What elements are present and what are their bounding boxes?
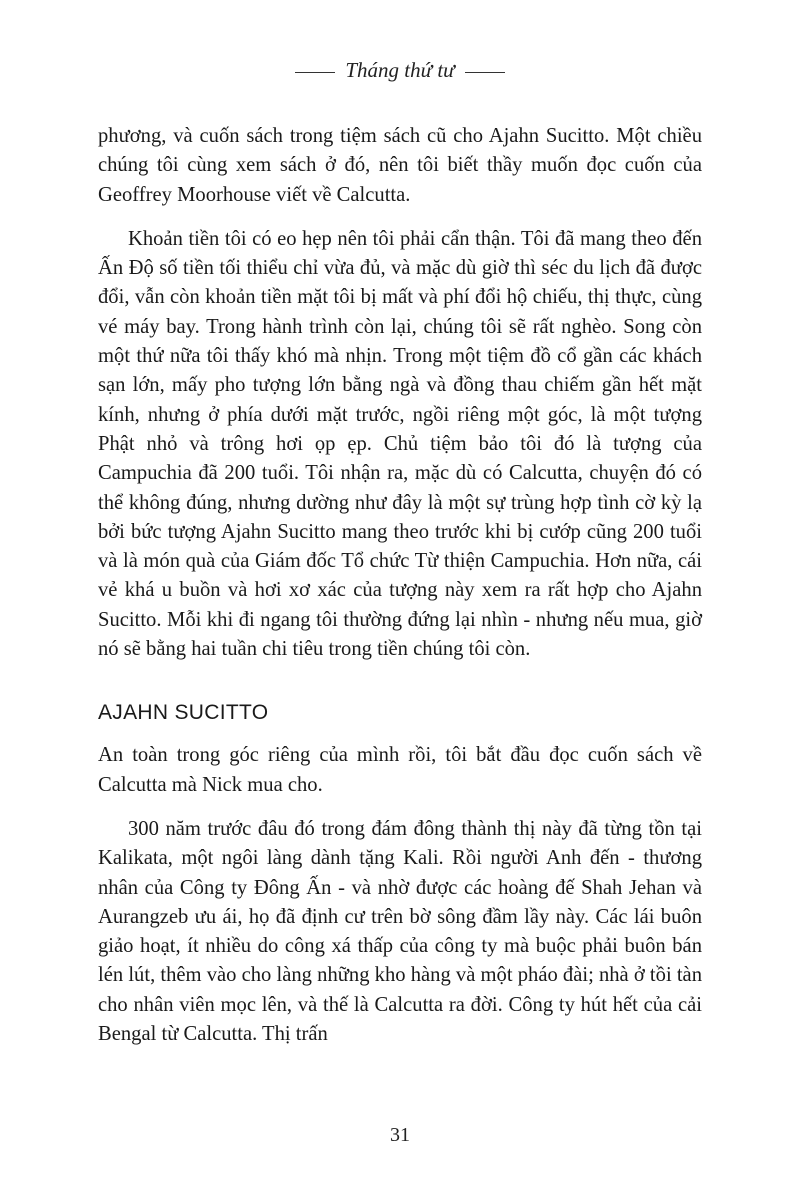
- header-rule-right: [465, 72, 505, 73]
- body-text: [98, 122, 702, 1064]
- running-title: Tháng thứ tư: [345, 58, 455, 82]
- section-title: AJAHN SUCITTO: [98, 701, 269, 725]
- paragraph-money: Khoản tiền tôi có eo hẹp nên tôi phải cẩn thận. Tôi đã mang theo đến Ấn Độ số tiền tối thiểu chỉ vừa đủ, và mặc dù giờ thì séc du lịch đã được đổi, vẫn còn khoản tiền mặt tôi bị mất và phí đổi hộ chiếu, thị thực, cùng vé máy bay. Trong hành trình còn lại, chúng tôi sẽ rất nghèo. Song còn một thứ nữa tôi thấy khó mà nhịn. Trong một tiệm đồ cổ gần các khách sạn lớn, mấy pho tượng lớn bằng ngà và đồng thau chiếm gần hết mặt kính, nhưng ở phía dưới mặt trước, ngồi riêng một góc, là một tượng Phật nhỏ và trông hơi ọp ẹp. Chủ tiệm bảo tôi đó là tượng của Campuchia đã 200 tuổi. Tôi nhận ra, mặc dù có Calcutta, chuyện đó có thể không đúng, nhưng dường như đây là một sự trùng hợp tình cờ kỳ lạ bởi bức tượng Ajahn Sucitto mang theo trước khi bị cướp cũng 200 tuổi và là món quà của Giám đốc Tổ chức Từ thiện Campuchia. Hơn nữa, cái vẻ khá u buồn và hơi xơ xác của tượng này xem ra rất hợp cho Ajahn Sucitto. Mỗi khi đi ngang tôi thường đứng lại nhìn - nhưng nếu mua, giờ nó sẽ bằng hai tuần chi tiêu trong tiền chúng tôi còn.: [98, 227, 702, 661]
- paragraph-reading: An toàn trong góc riêng của mình rồi, tôi bắt đầu đọc cuốn sách về Calcutta mà Nick mua cho.: [98, 744, 702, 796]
- page-number: 31: [390, 1124, 410, 1146]
- header-rule-left: [295, 72, 335, 73]
- running-header: [0, 58, 800, 83]
- paragraph-continued: phương, và cuốn sách trong tiệm sách cũ cho Ajahn Sucitto. Một chiều chúng tôi cùng xem sách ở đó, nên tôi biết thầy muốn đọc cuốn của Geoffrey Moorhouse viết về Calcutta.: [98, 125, 702, 206]
- paragraph-history: 300 năm trước đâu đó trong đám đông thành thị này đã từng tồn tại Kalikata, một ngôi làng dành tặng Kali. Rồi người Anh đến - thương nhân của Công ty Đông Ấn - và nhờ được các hoàng đế Shah Jehan và Aurangzeb ưu ái, họ đã định cư trên bờ sông đầm lầy này. Các lái buôn giảo hoạt, ít nhiều do công xá thấp của công ty mà buộc phải buôn bán lén lút, thêm vào cho làng những kho hàng và một pháo đài; nhà ở tồi tàn cho nhân viên mọc lên, và thế là Calcutta ra đời. Công ty hút hết của cải Bengal từ Calcutta. Thị trấn: [98, 817, 702, 1046]
